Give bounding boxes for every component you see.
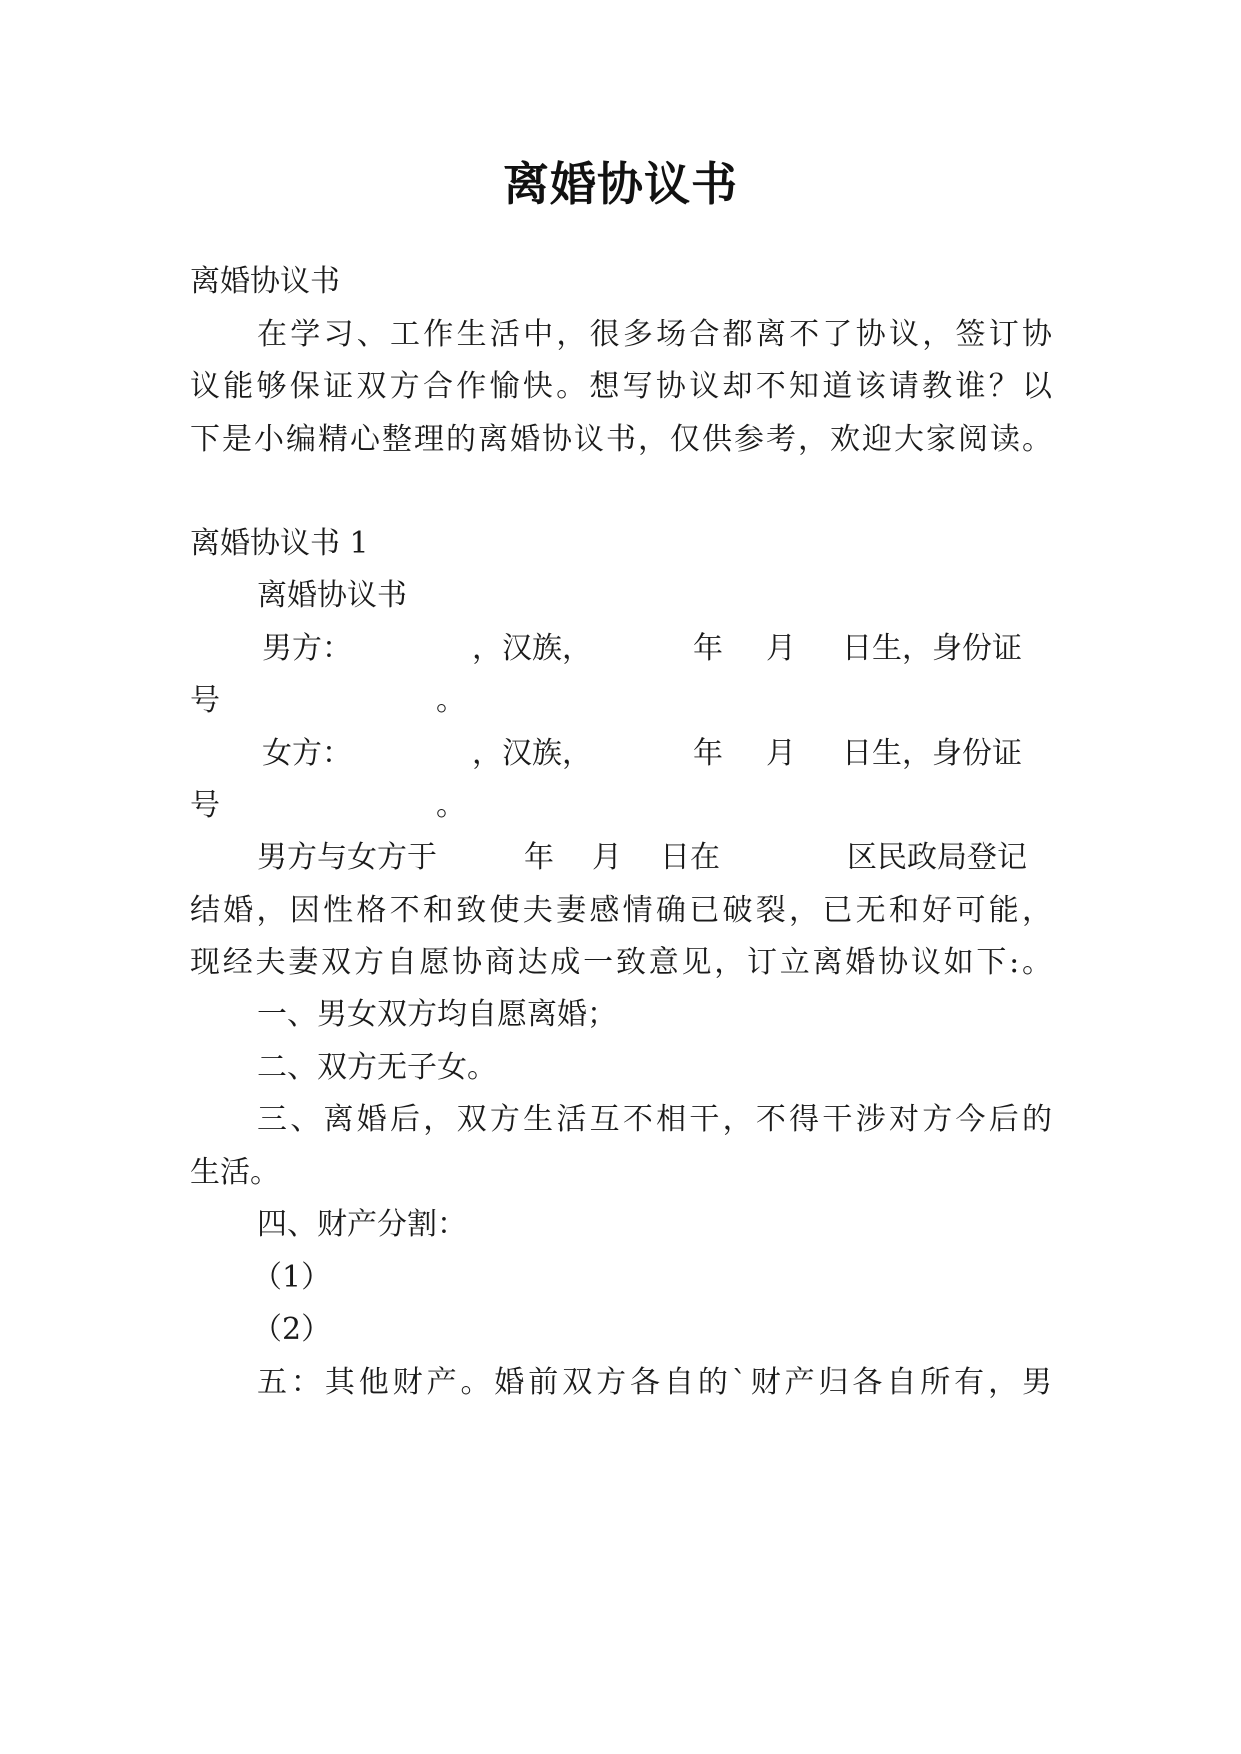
man-id-label: 号 <box>190 683 220 718</box>
property-item-2: （2） <box>252 1312 332 1347</box>
marriage-day-label: 日在 <box>660 840 720 875</box>
man-id-end: 。 <box>436 683 466 718</box>
man-birth-year-label: 年 <box>693 631 723 666</box>
woman-id-line <box>0 784 1241 828</box>
woman-birth-day-label: 日生，身份证 <box>842 736 1022 771</box>
woman-id-end: 。 <box>436 788 466 823</box>
intro-paragraph-line-1: 在学习、工作生活中，很多场合都离不了协议，签订协 <box>257 317 1052 352</box>
clause-5: 五：其他财产。婚前双方各自的`财产归各自所有，男 <box>257 1365 1052 1400</box>
clause-4: 四、财产分割： <box>257 1207 467 1242</box>
marriage-month-label: 月 <box>592 840 622 875</box>
man-info-line <box>0 627 1241 671</box>
clause-3-line-1: 三、离婚后，双方生活互不相干，不得干涉对方今后的 <box>257 1102 1052 1137</box>
woman-birth-month-label: 月 <box>766 736 796 771</box>
man-birth-day-label: 日生，身份证 <box>842 631 1022 666</box>
marriage-line-2: 结婚，因性格不和致使夫妻感情确已破裂，已无和好可能， <box>190 893 1052 928</box>
marriage-bureau: 区民政局登记 <box>847 840 1027 875</box>
section-1-subheading: 离婚协议书 <box>257 578 407 613</box>
man-birth-month-label: 月 <box>766 631 796 666</box>
marriage-line-3: 现经夫妻双方自愿协商达成一致意见，订立离婚协议如下:。 <box>190 945 1052 980</box>
section-1-heading: 离婚协议书 1 <box>190 526 369 561</box>
document-title: 离婚协议书 <box>503 157 738 211</box>
intro-heading: 离婚协议书 <box>190 264 340 299</box>
woman-label: 女方： <box>262 736 352 771</box>
marriage-line-1 <box>0 836 1241 880</box>
clause-1: 一、男女双方均自愿离婚； <box>257 997 617 1032</box>
intro-paragraph-line-2: 议能够保证双方合作愉快。想写协议却不知道该请教谁？以 <box>190 369 1052 404</box>
man-label: 男方： <box>262 631 352 666</box>
woman-ethnicity: ，汉族， <box>472 736 592 771</box>
intro-paragraph-line-3: 下是小编精心整理的离婚协议书，仅供参考，欢迎大家阅读。 <box>190 422 1052 457</box>
marriage-year-label: 年 <box>524 840 554 875</box>
marriage-prefix: 男方与女方于 <box>257 840 437 875</box>
woman-birth-year-label: 年 <box>693 736 723 771</box>
property-item-1: （1） <box>252 1260 332 1295</box>
woman-info-line <box>0 732 1241 776</box>
woman-id-label: 号 <box>190 788 220 823</box>
man-id-line <box>0 679 1241 723</box>
man-ethnicity: ，汉族， <box>472 631 592 666</box>
clause-2: 二、双方无子女。 <box>257 1050 497 1085</box>
clause-3-line-2: 生活。 <box>190 1155 280 1190</box>
